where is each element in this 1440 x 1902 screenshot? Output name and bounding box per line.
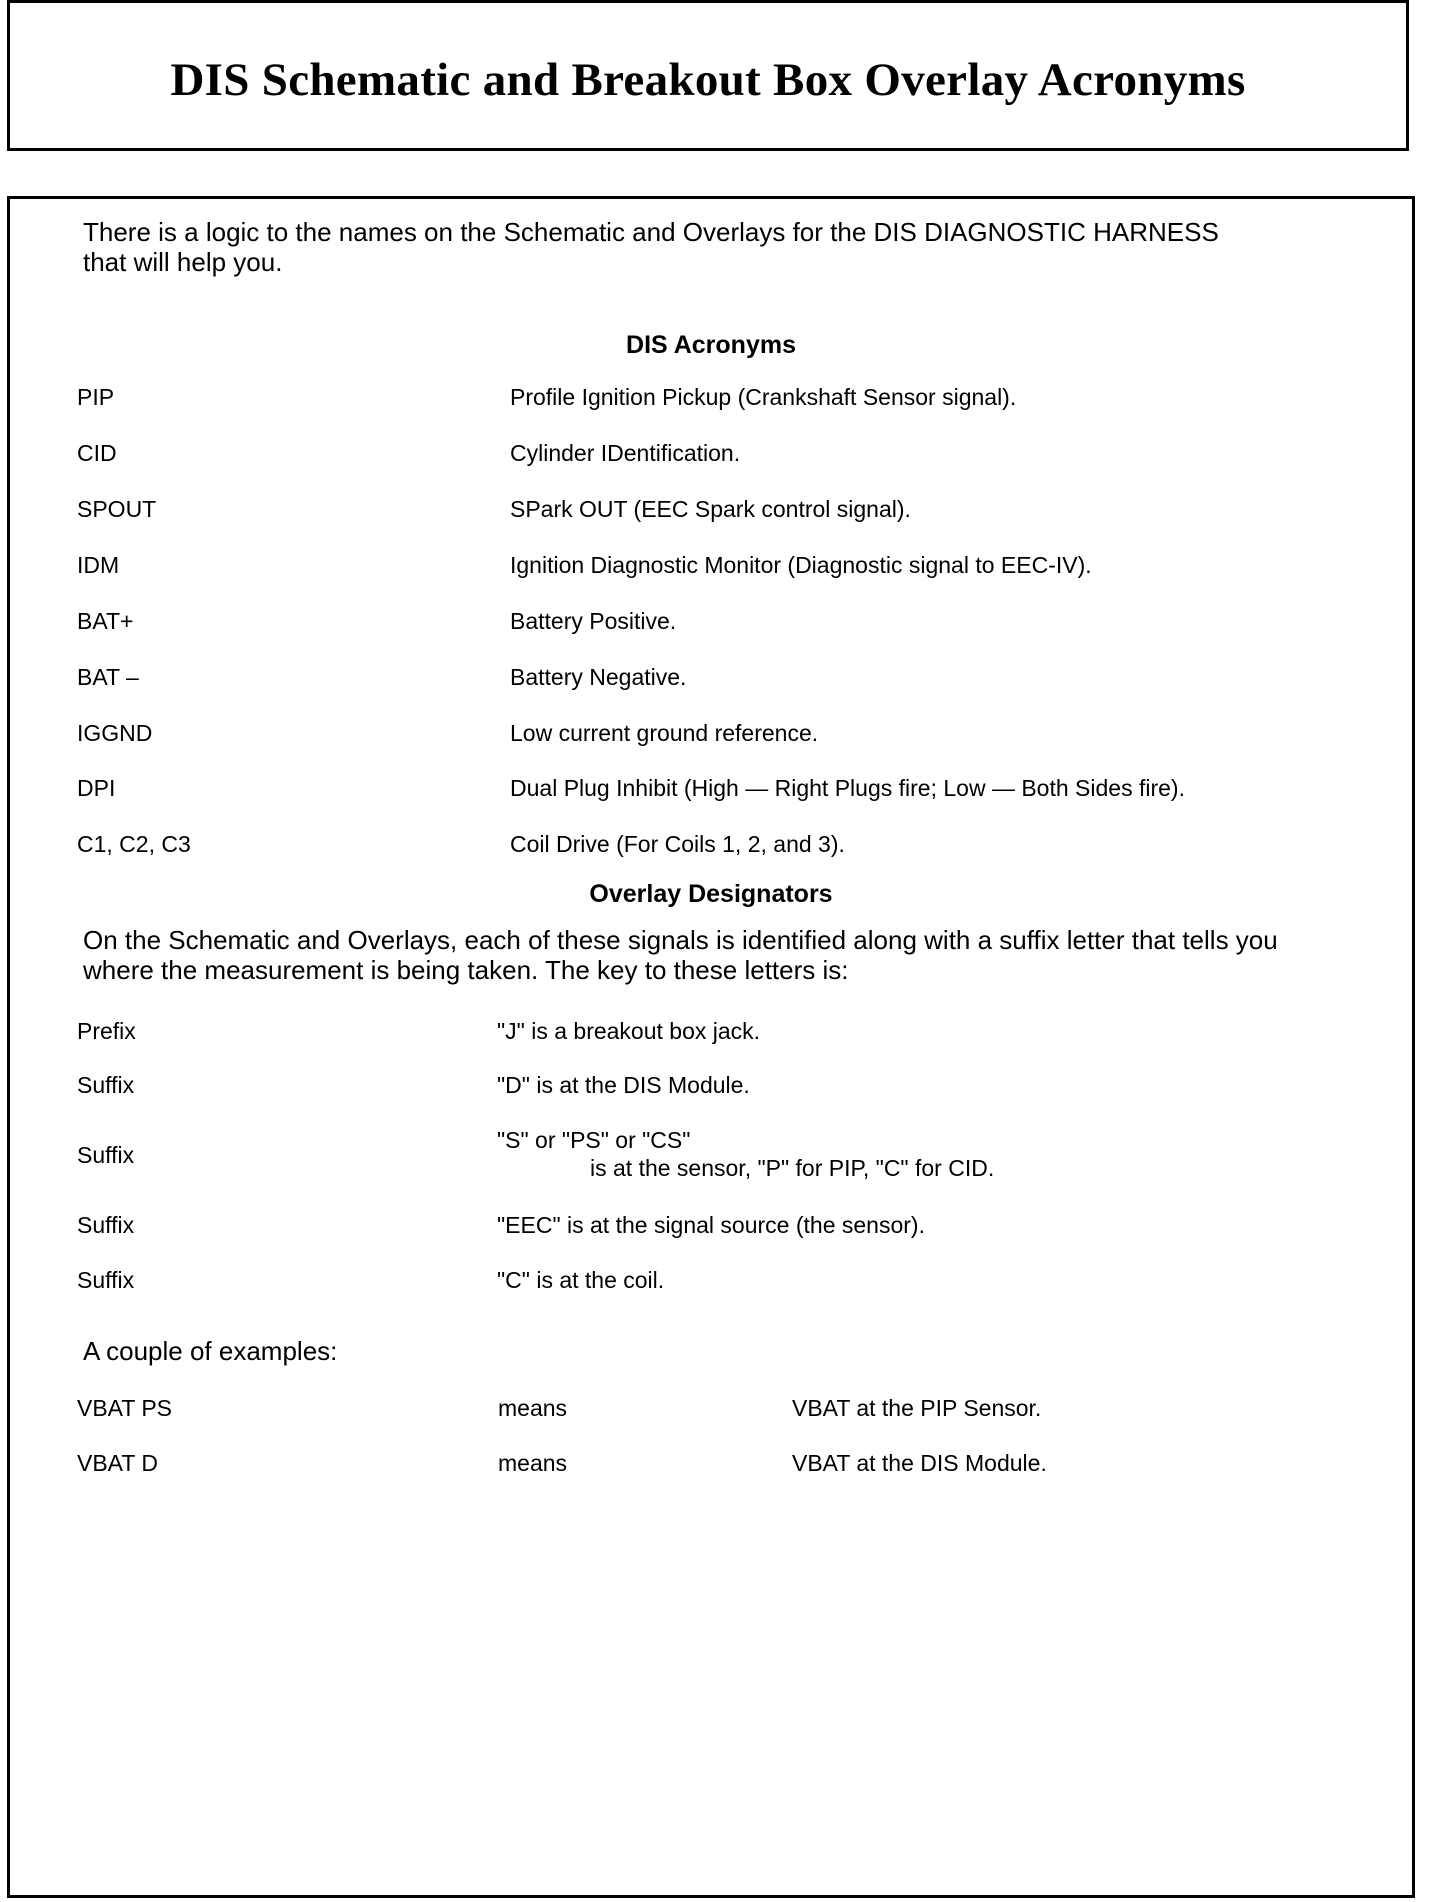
acronym-definition: Coil Drive (For Coils 1, 2, and 3). xyxy=(510,831,845,857)
acronym-term: IDM xyxy=(77,552,120,578)
designator-type: Suffix xyxy=(77,1142,135,1168)
designator-description xyxy=(497,1126,994,1182)
example-result: VBAT at the PIP Sensor. xyxy=(792,1395,1042,1421)
acronym-term: DPI xyxy=(77,775,116,801)
acronym-term: BAT – xyxy=(77,664,139,690)
acronym-definition: Battery Negative. xyxy=(510,664,687,690)
designator-type: Suffix xyxy=(77,1267,135,1293)
acronym-definition: Profile Ignition Pickup (Crankshaft Sensor signal). xyxy=(510,384,1017,410)
page-title: DIS Schematic and Breakout Box Overlay Acronyms xyxy=(170,54,1246,106)
acronym-definition: SPark OUT (EEC Spark control signal). xyxy=(510,496,911,522)
example-connector: means xyxy=(498,1395,568,1421)
content-box xyxy=(7,196,1415,1898)
designators-intro: On the Schematic and Overlays, each of these signals is identified along with a suffix letter that tells you where the measurement is being taken. The key to these letters is: xyxy=(83,925,1278,985)
example-connector: means xyxy=(498,1450,568,1476)
example-term: VBAT D xyxy=(77,1450,158,1476)
acronym-term: CID xyxy=(77,440,117,466)
designator-description: "J" is a breakout box jack. xyxy=(497,1018,761,1044)
acronym-term: IGGND xyxy=(77,720,153,746)
acronyms-heading: DIS Acronyms xyxy=(626,331,796,359)
designator-type: Suffix xyxy=(77,1212,135,1238)
acronym-term: PIP xyxy=(77,384,115,410)
designator-description: "EEC" is at the signal source (the sensor). xyxy=(497,1212,925,1238)
acronym-definition: Battery Positive. xyxy=(510,608,677,634)
designator-description-line1: "S" or "PS" or "CS" xyxy=(497,1127,691,1153)
acronym-definition: Dual Plug Inhibit (High — Right Plugs fire; Low — Both Sides fire). xyxy=(510,775,1185,801)
designator-description: "C" is at the coil. xyxy=(497,1267,665,1293)
acronym-definition: Ignition Diagnostic Monitor (Diagnostic signal to EEC-IV). xyxy=(510,552,1092,578)
title-box xyxy=(7,0,1409,151)
acronym-definition: Low current ground reference. xyxy=(510,720,819,746)
designator-description-line2: is at the sensor, "P" for PIP, "C" for CID. xyxy=(590,1155,995,1181)
intro-paragraph: There is a logic to the names on the Schematic and Overlays for the DIS DIAGNOSTIC HARNESS that will help you. xyxy=(83,217,1219,277)
example-term: VBAT PS xyxy=(77,1395,173,1421)
acronym-term: BAT+ xyxy=(77,608,134,634)
acronym-term: C1, C2, C3 xyxy=(77,831,191,857)
example-result: VBAT at the DIS Module. xyxy=(792,1450,1047,1476)
designator-type: Suffix xyxy=(77,1072,135,1098)
acronym-definition: Cylinder IDentification. xyxy=(510,440,741,466)
designator-type: Prefix xyxy=(77,1018,136,1044)
examples-label: A couple of examples: xyxy=(83,1336,338,1366)
designators-heading: Overlay Designators xyxy=(589,880,833,908)
designator-description: "D" is at the DIS Module. xyxy=(497,1072,750,1098)
acronym-term: SPOUT xyxy=(77,496,157,522)
